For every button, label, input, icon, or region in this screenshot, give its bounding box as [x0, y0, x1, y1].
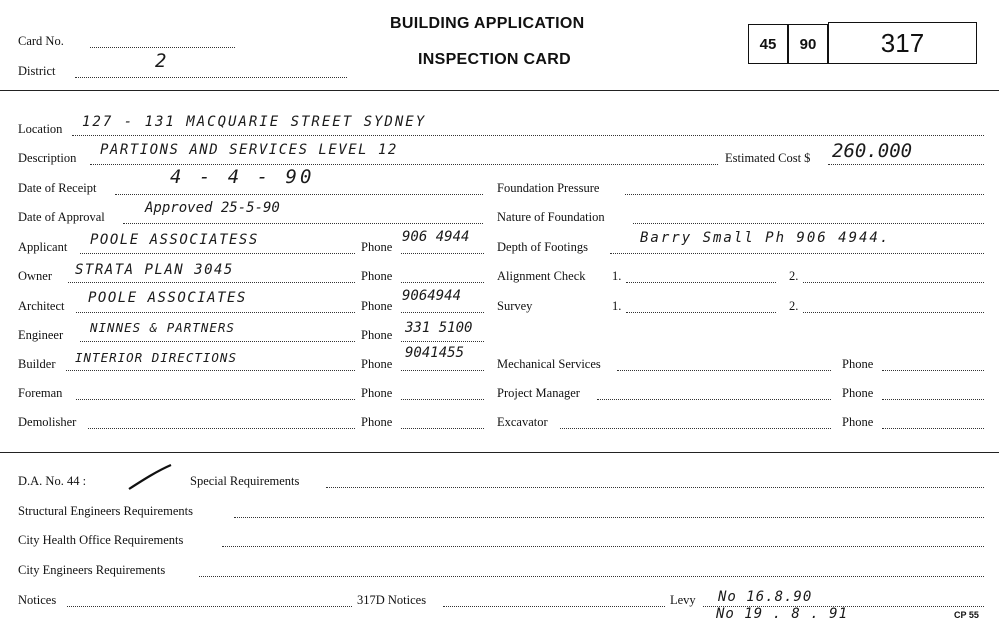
- lower-divider: [0, 452, 999, 453]
- survey-label: Survey: [497, 299, 533, 313]
- header-divider: [0, 90, 999, 91]
- mechanical-phone-label: Phone: [842, 357, 874, 371]
- city-engineers-field[interactable]: [199, 576, 984, 577]
- demolisher-phone-field[interactable]: [401, 428, 484, 429]
- district-label: District: [18, 64, 56, 78]
- owner-label: Owner: [18, 269, 53, 283]
- description-label: Description: [18, 151, 77, 165]
- structural-field[interactable]: [234, 517, 984, 518]
- title-line2: INSPECTION CARD: [418, 51, 571, 68]
- levy-value-1: No 16.8.90: [718, 589, 813, 605]
- owner-value: STRATA PLAN 3045: [75, 262, 234, 278]
- date-receipt-field[interactable]: [115, 194, 483, 195]
- foreman-phone-label: Phone: [361, 386, 393, 400]
- alignment-1-label: 1.: [612, 269, 622, 283]
- depth-footings-field[interactable]: [610, 253, 984, 254]
- card-no-field[interactable]: [90, 47, 235, 48]
- project-manager-field[interactable]: [597, 399, 831, 400]
- nature-foundation-label: Nature of Foundation: [497, 210, 605, 224]
- foreman-field[interactable]: [76, 399, 355, 400]
- applicant-phone-field[interactable]: [401, 253, 484, 254]
- title-line1: BUILDING APPLICATION: [390, 15, 585, 32]
- demolisher-phone-label: Phone: [361, 415, 393, 429]
- builder-phone-label: Phone: [361, 357, 393, 371]
- number-box-1: 45: [748, 24, 788, 64]
- builder-phone-field[interactable]: [401, 370, 484, 371]
- builder-label: Builder: [18, 357, 56, 371]
- levy-label: Levy: [670, 593, 696, 607]
- survey-2-label: 2.: [789, 299, 799, 313]
- engineer-phone-label: Phone: [361, 328, 393, 342]
- location-field[interactable]: [72, 135, 984, 136]
- excavator-phone-field[interactable]: [882, 428, 984, 429]
- da-no-label: D.A. No. 44 :: [18, 474, 87, 488]
- applicant-value: POOLE ASSOCIATESS: [90, 232, 259, 248]
- survey-2-field[interactable]: [803, 312, 984, 313]
- foundation-pressure-label: Foundation Pressure: [497, 181, 600, 195]
- special-requirements-field[interactable]: [326, 487, 984, 488]
- notices-317d-field[interactable]: [443, 606, 665, 607]
- excavator-phone-label: Phone: [842, 415, 874, 429]
- description-field[interactable]: [90, 164, 718, 165]
- engineer-label: Engineer: [18, 328, 64, 342]
- mechanical-field[interactable]: [617, 370, 831, 371]
- applicant-phone-label: Phone: [361, 240, 393, 254]
- engineer-phone-value: 331 5100: [405, 320, 473, 336]
- estimated-cost-value: 260.000: [832, 140, 913, 162]
- date-approval-value: Approved 25-5-90: [145, 200, 280, 216]
- district-field[interactable]: [75, 77, 347, 78]
- health-label: City Health Office Requirements: [18, 533, 184, 547]
- notices-field[interactable]: [67, 606, 352, 607]
- city-engineers-label: City Engineers Requirements: [18, 563, 166, 577]
- alignment-1-field[interactable]: [626, 282, 776, 283]
- architect-phone-label: Phone: [361, 299, 393, 313]
- location-value: 127 - 131 MACQUARIE STREET SYDNEY: [82, 114, 427, 130]
- engineer-value: NINNES & PARTNERS: [90, 320, 235, 335]
- foundation-pressure-field[interactable]: [625, 194, 984, 195]
- architect-value: POOLE ASSOCIATES: [88, 290, 247, 306]
- card-no-label: Card No.: [18, 34, 64, 48]
- builder-value: INTERIOR DIRECTIONS: [75, 350, 237, 365]
- demolisher-field[interactable]: [88, 428, 355, 429]
- date-receipt-label: Date of Receipt: [18, 181, 97, 195]
- project-manager-phone-field[interactable]: [882, 399, 984, 400]
- architect-field[interactable]: [76, 312, 355, 313]
- estimated-cost-field[interactable]: [828, 164, 984, 165]
- special-requirements-label: Special Requirements: [190, 474, 300, 488]
- architect-label: Architect: [18, 299, 65, 313]
- structural-label: Structural Engineers Requirements: [18, 504, 193, 518]
- district-value: 2: [155, 50, 167, 72]
- location-label: Location: [18, 122, 63, 136]
- mechanical-phone-field[interactable]: [882, 370, 984, 371]
- date-approval-label: Date of Approval: [18, 210, 105, 224]
- applicant-field[interactable]: [80, 253, 355, 254]
- health-field[interactable]: [222, 546, 984, 547]
- architect-phone-value: 9064944: [402, 288, 462, 304]
- alignment-2-field[interactable]: [803, 282, 984, 283]
- engineer-phone-field[interactable]: [401, 341, 484, 342]
- architect-phone-field[interactable]: [401, 312, 484, 313]
- depth-footings-value: Barry Small Ph 906 4944.: [640, 230, 891, 246]
- depth-footings-label: Depth of Footings: [497, 240, 588, 254]
- form-code: CP 55: [954, 610, 979, 620]
- builder-field[interactable]: [66, 370, 355, 371]
- number-box-3: 317: [828, 22, 977, 64]
- applicant-label: Applicant: [18, 240, 68, 254]
- excavator-label: Excavator: [497, 415, 548, 429]
- date-approval-field[interactable]: [123, 223, 483, 224]
- demolisher-label: Demolisher: [18, 415, 77, 429]
- owner-phone-field[interactable]: [401, 282, 484, 283]
- number-box-2: 90: [788, 24, 828, 64]
- project-manager-label: Project Manager: [497, 386, 580, 400]
- estimated-cost-label: Estimated Cost $: [725, 151, 811, 165]
- alignment-2-label: 2.: [789, 269, 799, 283]
- foreman-phone-field[interactable]: [401, 399, 484, 400]
- mechanical-label: Mechanical Services: [497, 357, 601, 371]
- builder-phone-value: 9041455: [405, 345, 465, 361]
- owner-field[interactable]: [68, 282, 355, 283]
- survey-1-label: 1.: [612, 299, 622, 313]
- levy-value-2: No 19 . 8 . 91: [716, 606, 849, 622]
- engineer-field[interactable]: [80, 341, 355, 342]
- foreman-label: Foreman: [18, 386, 63, 400]
- notices-317d-label: 317D Notices: [357, 593, 427, 607]
- owner-phone-label: Phone: [361, 269, 393, 283]
- survey-1-field[interactable]: [626, 312, 776, 313]
- da-no-slash-mark: [125, 462, 175, 492]
- alignment-label: Alignment Check: [497, 269, 586, 283]
- excavator-field[interactable]: [560, 428, 831, 429]
- description-value: PARTIONS AND SERVICES LEVEL 12: [100, 142, 398, 158]
- date-receipt-value: 4 - 4 - 90: [170, 166, 315, 188]
- applicant-phone-value: 906 4944: [402, 229, 470, 245]
- nature-foundation-field[interactable]: [633, 223, 984, 224]
- project-manager-phone-label: Phone: [842, 386, 874, 400]
- notices-label: Notices: [18, 593, 57, 607]
